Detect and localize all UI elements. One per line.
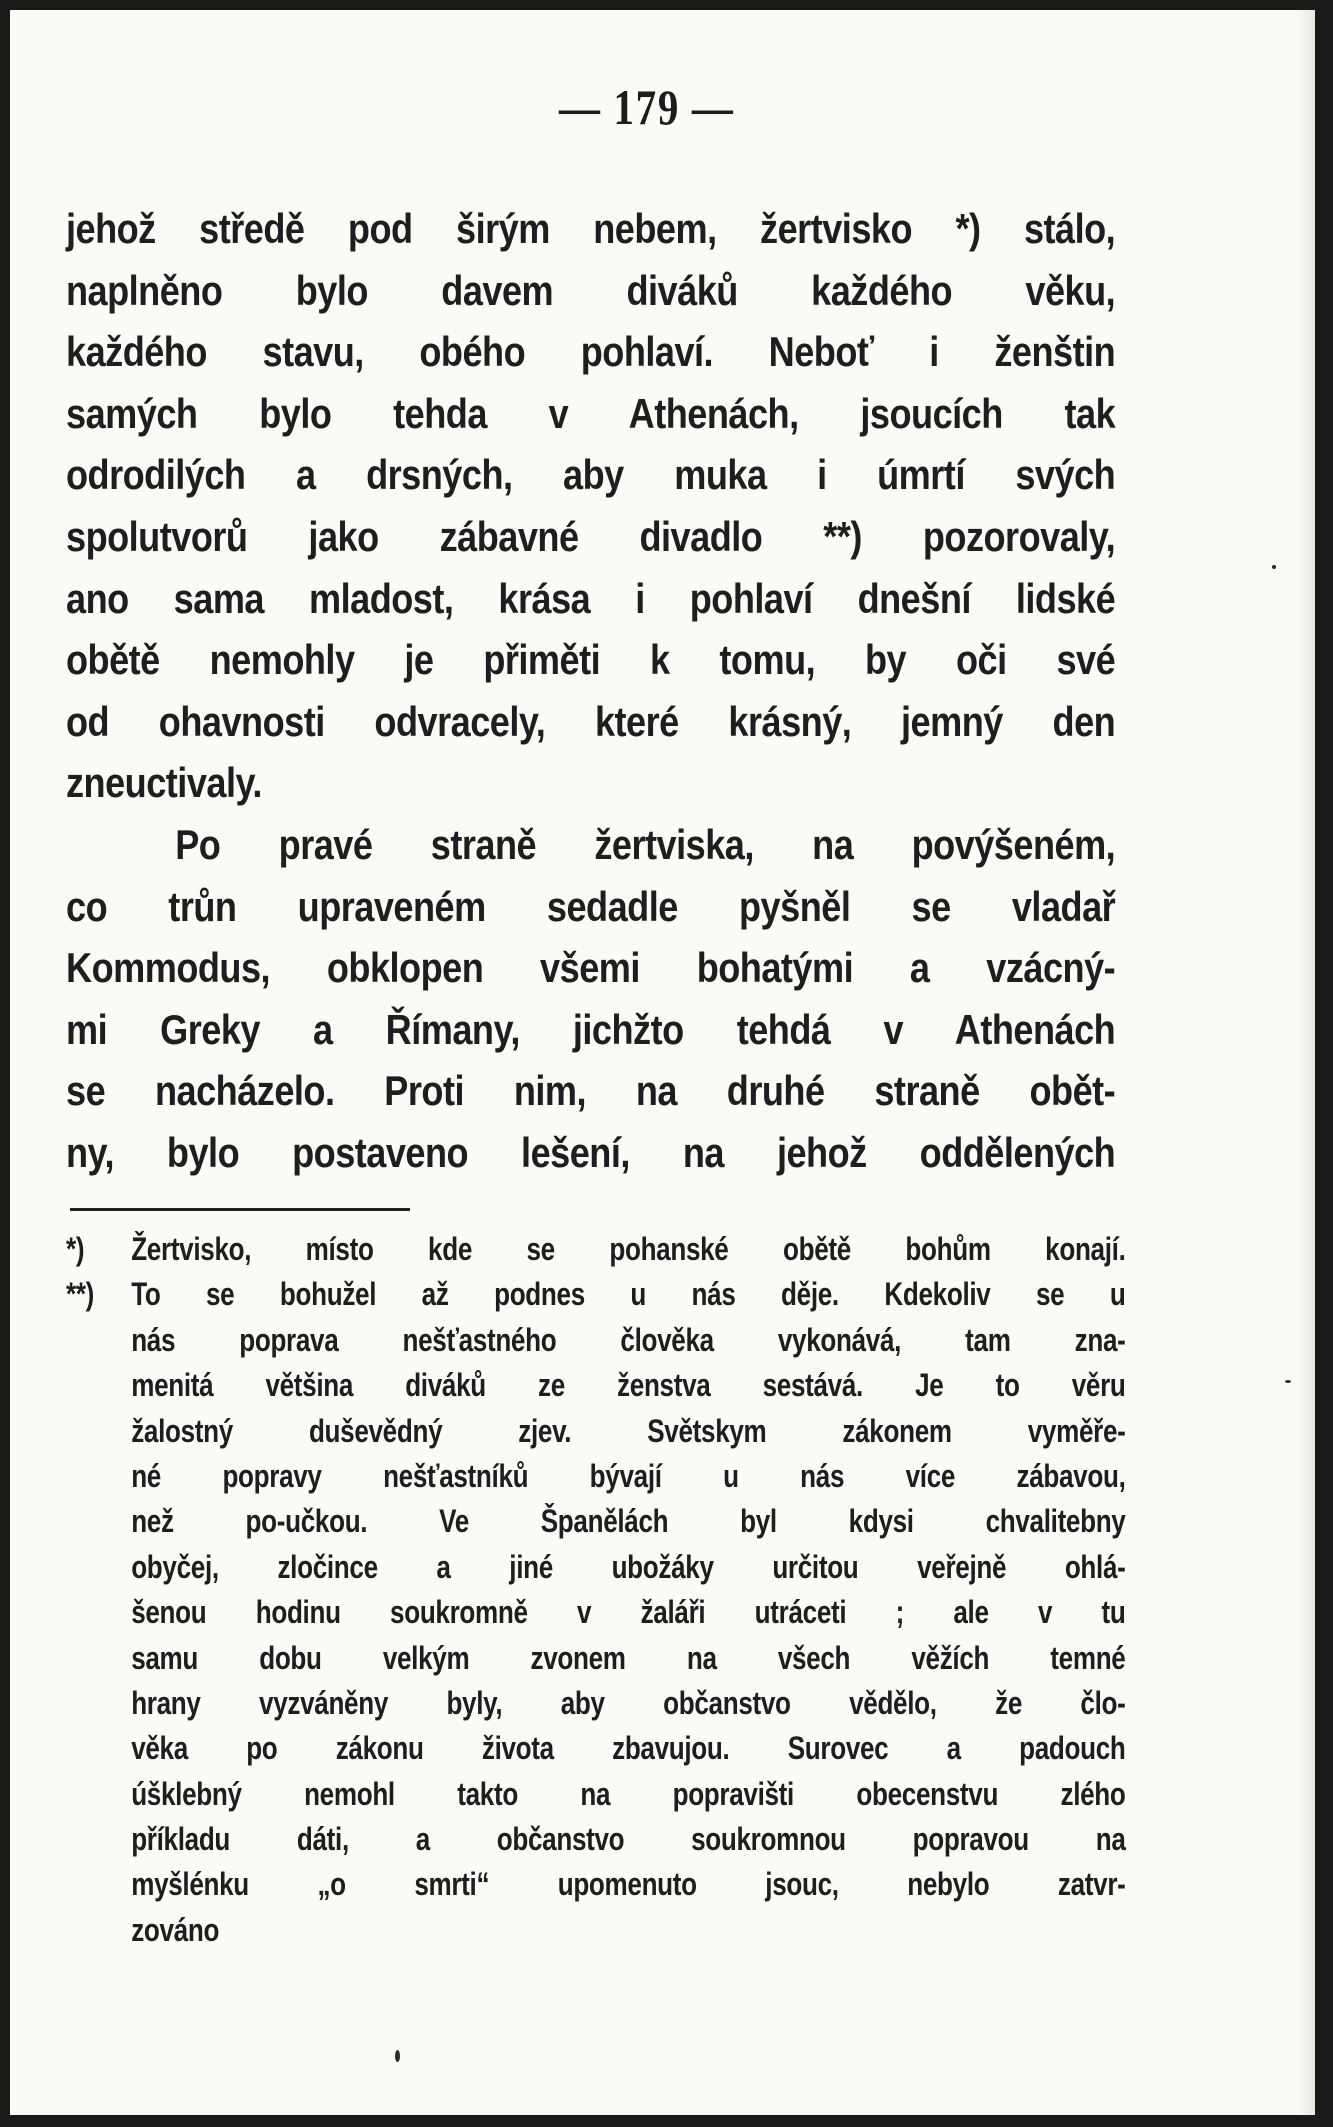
text-line: každého stavu, obého pohlaví. Neboť i ženštin	[66, 328, 1116, 376]
text-line: ano sama mladost, krása i pohlaví dnešní lidské	[66, 574, 1116, 622]
ink-speck	[1285, 1380, 1291, 1383]
footnote-line: myšlénku „o smrti“ upomenuto jsouc, nebylo zatvr-	[131, 1866, 1126, 1903]
book-page	[10, 10, 1315, 2115]
footnote-2-first-line	[66, 1272, 1126, 1317]
footnote-line: věka po zákonu života zbavujou. Surovec a padouch	[131, 1730, 1126, 1767]
footnote-line: zováno	[131, 1911, 220, 1948]
text-line: mi Greky a Římany, jichžto tehdá v Athenách	[66, 1005, 1116, 1053]
footnote-marker: *)	[66, 1231, 85, 1267]
text-line: Kommodus, obklopen všemi bohatými a vzácný-	[66, 944, 1116, 992]
text-line: spolutvorů jako zábavné divadlo **) pozorovaly,	[66, 512, 1116, 560]
text-line: naplněno bylo davem diváků každého věku,	[66, 266, 1116, 314]
text-line: jehož středě pod širým nebem, žertvisko *) stálo,	[66, 205, 1116, 252]
text-line: obětě nemohly je přiměti k tomu, by oči své	[66, 636, 1116, 684]
footnote-line: šenou hodinu soukromně v žaláři utráceti ; ale v tu	[131, 1594, 1126, 1631]
text-line: zneuctivaly.	[66, 759, 262, 807]
footnote-line: obyčej, zločince a jiné ubožáky určitou veřejně ohlá-	[131, 1548, 1126, 1585]
footnote-line: hrany vyzváněny byly, aby občanstvo vědělo, že člo-	[131, 1684, 1126, 1721]
text-line: odrodilých a drsných, aby muka i úmrtí svých	[66, 451, 1116, 499]
footnote-line: né popravy nešťastníků bývají u nás více zábavou,	[131, 1457, 1126, 1494]
text-line: co trůn upraveném sedadle pyšněl se vladař	[66, 882, 1116, 930]
text-line: se nacházelo. Proti nim, na druhé straně obět-	[66, 1067, 1116, 1115]
ink-speck	[395, 2050, 400, 2062]
footnote-line: než po-učkou. Ve Španělách byl kdysi chvalitebny	[131, 1503, 1126, 1540]
text-line: samých bylo tehda v Athenách, jsoucích tak	[66, 389, 1116, 437]
footnote-1	[66, 1227, 1126, 1272]
footnote-text: To se bohužel až podnes u nás děje. Kdekoliv se u	[131, 1276, 1126, 1313]
footnote-line: nás poprava nešťastného člověka vykonává, tam zna-	[131, 1321, 1126, 1358]
page-number: — 179 —	[559, 79, 735, 135]
footnote-line: menitá většina diváků ze ženstva sestává. Je to věru	[131, 1367, 1126, 1404]
footnote-line: úšklebný nemohl takto na popravišti obecenstvu zlého	[131, 1775, 1126, 1812]
footnote-line: příkladu dáti, a občanstvo soukromnou popravou na	[131, 1821, 1126, 1858]
footnote-line: žalostný duševědný zjev. Světskym zákonem vyměře-	[131, 1412, 1126, 1449]
main-text-body	[66, 198, 1116, 1184]
paragraph-first-line: Po pravé straně žertviska, na povýšeném,	[175, 820, 1116, 868]
page-edge-shadow	[1297, 10, 1315, 2115]
footnote-line: samu dobu velkým zvonem na všech věžích temné	[131, 1639, 1126, 1676]
footnote-marker: **)	[66, 1276, 95, 1313]
ink-speck	[1272, 565, 1276, 569]
footnotes	[66, 1227, 1126, 1953]
text-line: ny, bylo postaveno lešení, na jehož oddělených	[66, 1128, 1116, 1176]
text-line: od ohavnosti odvracely, které krásný, jemný den	[66, 697, 1116, 745]
footnote-separator	[70, 1208, 410, 1211]
footnote-text: Žertvisko, místo kde se pohanské obětě bohům konají.	[131, 1231, 1126, 1267]
